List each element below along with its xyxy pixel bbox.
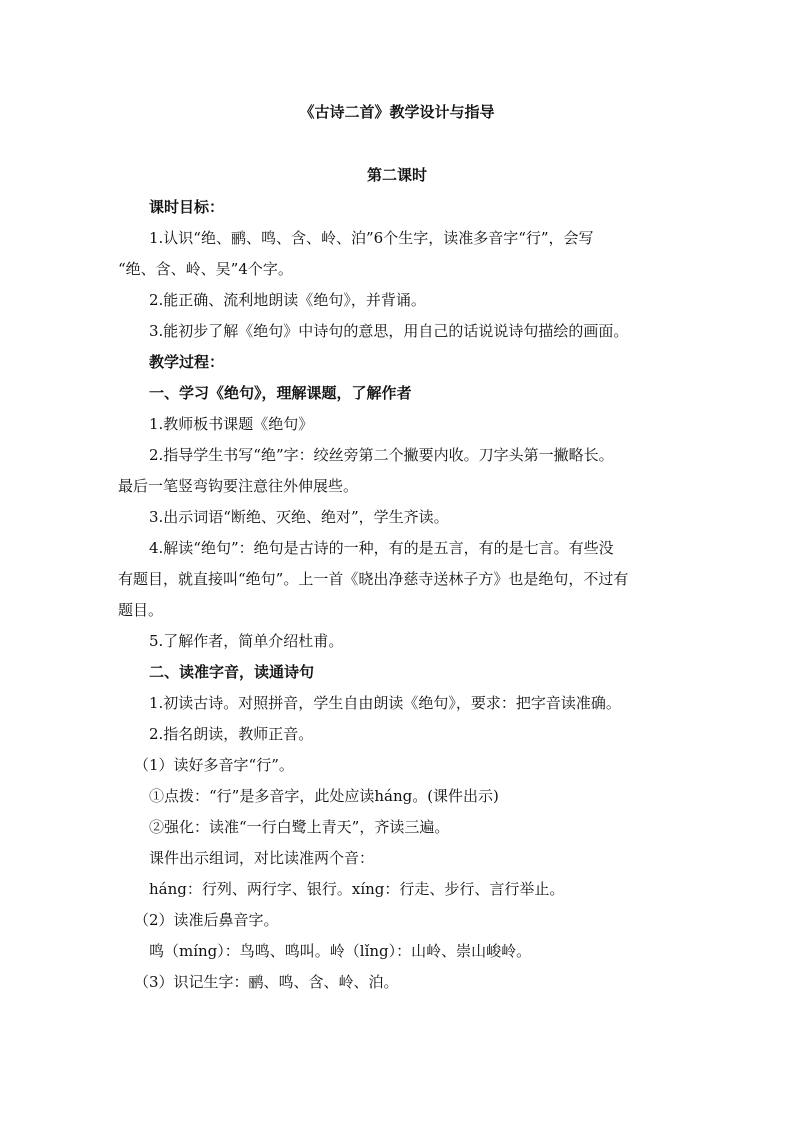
- text-line: 2.指名朗读，教师正音。: [149, 725, 314, 743]
- text-line: 4.解读“绝句”：绝句是古诗的一种，有的是五言，有的是七言。有些没: [149, 539, 614, 557]
- text-line: ②强化：读准“一行白鹭上青天”，齐读三遍。: [149, 818, 450, 836]
- text-line: 二、读准字音，读通诗句: [149, 663, 315, 681]
- text-line: 鸣（míng）：鸟鸣、鸣叫。岭（lǐng）：山岭、崇山峻岭。: [149, 942, 532, 960]
- text-line: 教学过程：: [149, 353, 225, 371]
- text-line: 1.初读古诗。对照拼音，学生自由朗读《绝句》，要求：把字音读准确。: [149, 694, 621, 712]
- document-body: [118, 192, 678, 998]
- document-title: 《古诗二首》教学设计与指导: [299, 103, 495, 121]
- text-line: （2）读准后鼻音字。: [134, 911, 279, 929]
- text-line: （1）读好多音字“行”。: [134, 756, 294, 774]
- text-line: 1.认识“绝、鹂、鸣、含、岭、泊”6个生字，读准多音字“行”，会写: [149, 229, 594, 247]
- text-line: “绝、含、岭、吴”4个字。: [118, 260, 293, 278]
- text-line: 题目。: [118, 601, 164, 619]
- text-line: 课件出示组词，对比读准两个音：: [149, 849, 375, 867]
- text-line: （3）识记生字：鹂、鸣、含、岭、泊。: [134, 973, 399, 991]
- text-line: 一、学习《绝句》，理解课题，了解作者: [149, 384, 412, 402]
- text-line: 2.指导学生书写“绝”字：绞丝旁第二个撇要内收。刀字头第一撇略长。: [149, 446, 614, 464]
- text-line: 1.教师板书课题《绝句》: [149, 415, 314, 433]
- lesson-subtitle: 第二课时: [366, 166, 427, 184]
- text-line: 3.出示词语“断绝、灭绝、绝对”，学生齐读。: [149, 508, 449, 526]
- text-line: 5.了解作者，简单介绍杜甫。: [149, 632, 344, 650]
- text-line: ①点拨：“行”是多音字，此处应读háng。(课件出示): [149, 787, 499, 805]
- text-line: 2.能正确、流利地朗读《绝句》，并背诵。: [149, 291, 426, 309]
- text-line: 有题目，就直接叫“绝句”。上一首《晓出净慈寺送林子方》也是绝句，不过有: [118, 570, 629, 588]
- text-line: 最后一笔竖弯钩要注意往外伸展些。: [118, 477, 359, 495]
- text-line: 3.能初步了解《绝句》中诗句的意思，用自己的话说说诗句描绘的画面。: [149, 322, 629, 340]
- text-line: 课时目标：: [149, 198, 225, 216]
- text-line: háng：行列、两行字、银行。xíng：行走、步行、言行举止。: [149, 880, 565, 898]
